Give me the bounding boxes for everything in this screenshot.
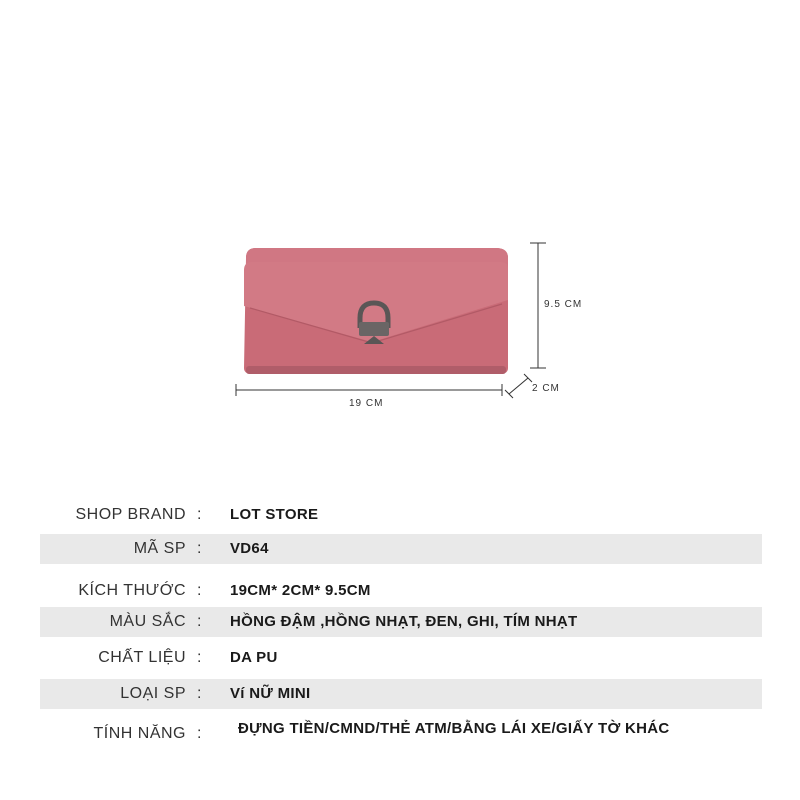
spec-value: HỒNG ĐẬM ,HỒNG NHẠT, ĐEN, GHI, TÍM NHẠT: [230, 613, 578, 630]
spec-row-product-type: [40, 679, 762, 709]
spec-value: 19CM* 2CM* 9.5CM: [230, 582, 371, 599]
spec-row-features: [40, 719, 762, 749]
depth-dimension-line: [505, 374, 532, 398]
wallet-bottom-shadow: [246, 366, 506, 374]
spec-row-shop-brand: [40, 500, 762, 530]
spec-value: VD64: [230, 540, 269, 557]
spec-row-product-code: [40, 534, 762, 564]
spec-label: KÍCH THƯỚC: [78, 582, 186, 599]
spec-label: MÃ SP: [133, 540, 186, 557]
width-dimension-line: [236, 384, 502, 396]
spec-row-colors: [40, 607, 762, 637]
spec-label: MÀU SẮC: [109, 613, 186, 630]
spec-value: DA PU: [230, 649, 278, 666]
spec-colon: :: [197, 613, 202, 630]
spec-colon: :: [197, 540, 202, 557]
width-label: 19 CM: [349, 398, 384, 409]
height-label: 9.5 CM: [544, 299, 583, 310]
spec-value: Ví NỮ MINI: [230, 685, 311, 702]
spec-colon: :: [197, 582, 202, 599]
spec-label: SHOP BRAND: [75, 506, 186, 523]
spec-label: CHẤT LIỆU: [98, 649, 186, 666]
spec-label: TÍNH NĂNG: [93, 725, 186, 742]
spec-label: LOẠI SP: [120, 685, 186, 702]
spec-value: ĐỰNG TIỀN/CMND/THẺ ATM/BẰNG LÁI XE/GIẤY TỜ KHÁC: [238, 720, 670, 737]
spec-colon: :: [197, 725, 202, 742]
spec-colon: :: [197, 649, 202, 666]
spec-row-material: [40, 643, 762, 673]
spec-colon: :: [197, 685, 202, 702]
depth-label: 2 CM: [532, 383, 560, 394]
spec-row-size: [40, 576, 762, 606]
spec-colon: :: [197, 506, 202, 523]
spec-value: LOT STORE: [230, 506, 319, 523]
